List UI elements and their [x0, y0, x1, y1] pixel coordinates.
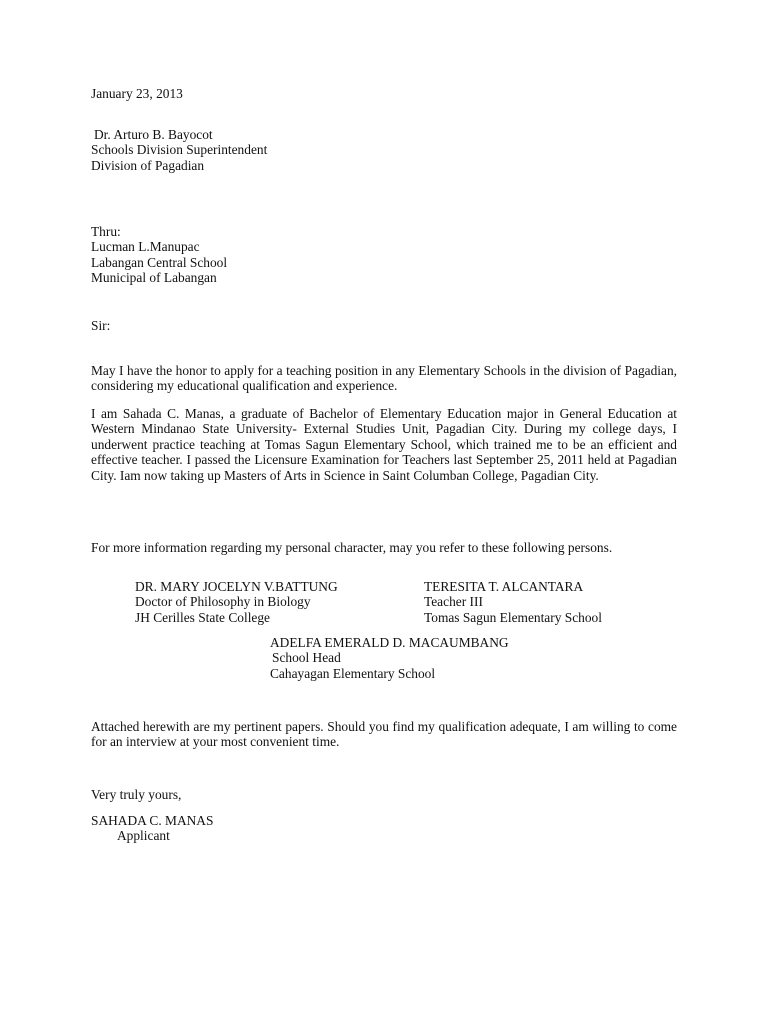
reference-position: Teacher III	[424, 594, 483, 610]
thru-name: Lucman L.Manupac	[91, 239, 200, 255]
body-paragraph-2: I am Sahada C. Manas, a graduate of Bachelor of Elementary Education major in General Education at Western Mindanao State University- External Studies Unit, Pagadian City. During my college days, I underwent practice teaching at Tomas Sagun Elementary School, which trained me to be an efficient and effective teacher. I passed the Licensure Examination for Teachers last September 25, 2011 held at Pagadian City. Iam now taking up Masters of Arts in Science in Saint Columban College, Pagadian City.	[91, 406, 677, 483]
reference-3	[270, 635, 509, 681]
salutation: Sir:	[91, 318, 111, 333]
signature-role: Applicant	[117, 828, 170, 844]
reference-name: ADELFA EMERALD D. MACAUMBANG	[270, 635, 509, 650]
reference-position: School Head	[272, 650, 341, 666]
signature-block	[91, 813, 677, 844]
reference-1	[135, 579, 338, 625]
reference-institution: Tomas Sagun Elementary School	[424, 609, 602, 625]
reference-institution: Cahayagan Elementary School	[270, 665, 436, 681]
thru-municipality: Municipal of Labangan	[91, 270, 217, 286]
reference-institution: JH Cerilles State College	[135, 609, 270, 625]
addressee-title: Schools Division Superintendent	[91, 142, 268, 158]
thru-block	[91, 224, 677, 286]
body-paragraph-1: May I have the honor to apply for a teaching position in any Elementary Schools in the division of Pagadian, considering my educational qualification and experience.	[91, 363, 677, 394]
thru-label: Thru:	[91, 224, 121, 239]
closing: Very truly yours,	[91, 787, 182, 802]
addressee-name: Dr. Arturo B. Bayocot	[94, 127, 213, 142]
addressee-division: Division of Pagadian	[91, 157, 205, 173]
thru-school: Labangan Central School	[91, 254, 228, 270]
signature-name: SAHADA C. MANAS	[91, 813, 214, 828]
letter-date: January 23, 2013	[91, 86, 183, 101]
reference-position: Doctor of Philosophy in Biology	[135, 594, 311, 610]
addressee-block	[91, 127, 677, 173]
reference-name: DR. MARY JOCELYN V.BATTUNG	[135, 579, 338, 594]
body-paragraph-3: For more information regarding my personal character, may you refer to these following persons.	[91, 540, 613, 555]
reference-2	[424, 579, 602, 625]
reference-name: TERESITA T. ALCANTARA	[424, 579, 584, 594]
body-paragraph-4: Attached herewith are my pertinent papers. Should you find my qualification adequate, I am willing to come for an interview at your most convenient time.	[91, 719, 677, 750]
